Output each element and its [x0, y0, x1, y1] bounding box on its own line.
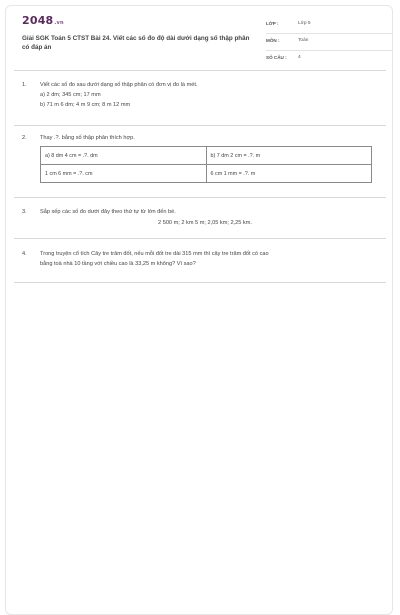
meta-value: Lớp 5 [298, 21, 311, 26]
divider [14, 125, 386, 126]
question-4 [22, 249, 384, 269]
divider [14, 282, 386, 283]
logo-suffix: .vn [54, 20, 64, 26]
meta-label: MÔN : [266, 38, 280, 43]
meta-row-class [266, 18, 392, 34]
question-2 [22, 133, 382, 143]
question-number: 3. [22, 209, 27, 215]
table-row [41, 165, 372, 183]
meta-label: LỚP : [266, 21, 279, 26]
question-line: b) 71 m 6 dm; 4 m 9 cm; 8 m 12 mm [40, 102, 131, 108]
question-text: Sắp xếp các số đo dưới đây theo thứ tự từ lớn đến bé. [40, 209, 176, 215]
question-number: 4. [22, 251, 27, 257]
question-line: bằng toà nhà 10 tầng với chiều cao là 33,25 m không? Vì sao? [40, 261, 196, 267]
document-header [14, 10, 386, 62]
meta-panel [266, 18, 392, 68]
divider [14, 70, 386, 71]
logo-text: 2048 [22, 14, 54, 27]
question-text: Trong truyện cổ tích Cây tre trăm đốt, nếu mỗi đốt tre dài 315 mm thì cây tre trăm đốt có cao [40, 251, 269, 257]
meta-value: Toán [298, 38, 309, 43]
table-cell: 6 cm 1 mm = .?. m [206, 165, 372, 183]
question-text: Thay .?. bằng số thập phân thích hợp. [40, 135, 135, 141]
meta-row-question-count [266, 52, 392, 67]
answer-table [40, 146, 372, 183]
document-title: Giải SGK Toán 5 CTST Bài 24. Viết các số đo độ dài dưới dạng số thập phân có đáp án [22, 35, 250, 51]
table-cell: 1 cm 6 mm = .?. cm [41, 165, 207, 183]
divider [14, 238, 386, 239]
question-number: 1. [22, 82, 27, 88]
meta-value: 4 [298, 55, 301, 60]
question-3 [22, 207, 382, 217]
question-number: 2. [22, 135, 27, 141]
meta-label: SỐ CÂU : [266, 55, 287, 60]
divider [14, 197, 386, 198]
measurement-list: 2 500 m; 2 km 5 m; 2,05 km; 2,25 km. [158, 220, 252, 226]
meta-row-subject [266, 35, 392, 51]
table-row [41, 147, 372, 165]
table-cell: a) 8 dm 4 cm = .?. dm [41, 147, 207, 165]
question-1 [22, 80, 382, 110]
table-cell: b) 7 dm 2 cm = .?. m [206, 147, 372, 165]
question-text: Viết các số đo sau dưới dạng số thập phân có đơn vị đo là mét. [40, 82, 198, 88]
question-line: a) 2 dm; 345 cm; 17 mm [40, 92, 101, 98]
site-logo[interactable] [22, 14, 64, 27]
